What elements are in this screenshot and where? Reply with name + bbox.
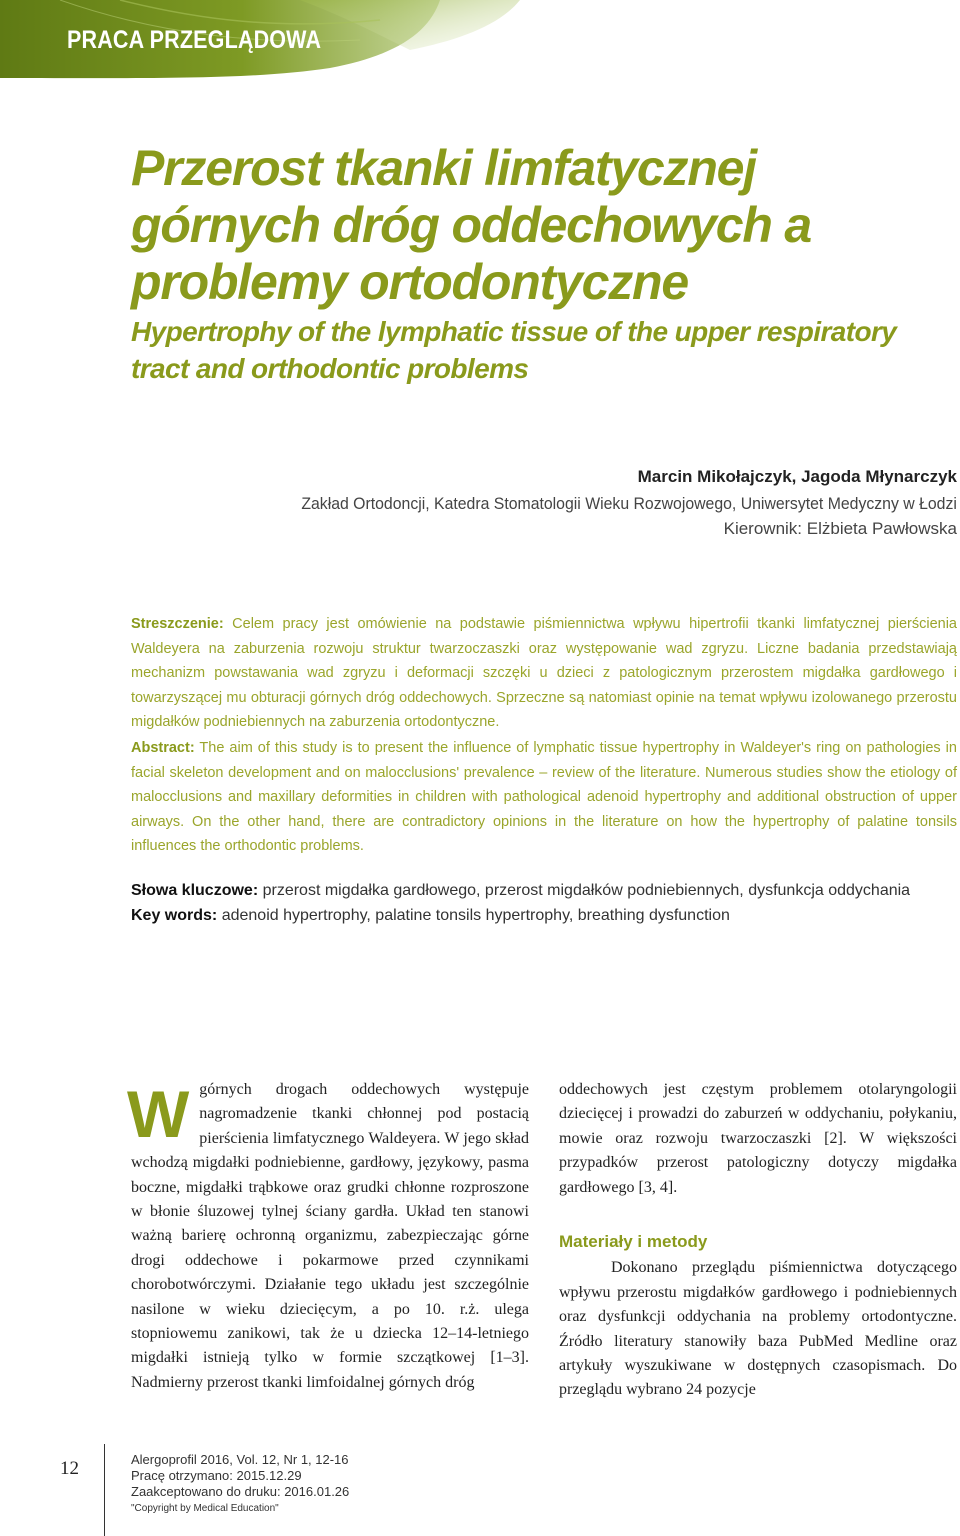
body-column-right <box>559 1078 957 1403</box>
authors: Marcin Mikołajczyk, Jagoda Młynarczyk <box>637 467 957 486</box>
keywords-pl <box>131 882 960 900</box>
intro-paragraph-continued: oddechowych jest częstym problemem otolaryngologii dziecięcej i prowadzi do zaburzeń w oddychaniu, połykaniu, mowie oraz rozwoju twarzoczaszki [2]. W większości przypadków przerost patologiczny dotyczy migdałka gardłowego [3, 4]. <box>559 1081 957 1196</box>
affiliation: Zakład Ortodoncji, Katedra Stomatologii Wieku Rozwojowego, Uniwersytet Medyczny w Łodzi <box>301 494 957 513</box>
abstract-en <box>131 736 957 859</box>
abstract-pl <box>131 612 957 735</box>
accepted-date: Zaakceptowano do druku: 2016.01.26 <box>131 1484 350 1500</box>
keywords-en-text: adenoid hypertrophy, palatine tonsils hypertrophy, breathing dysfunction <box>221 907 730 924</box>
footer-divider <box>104 1444 105 1536</box>
article-title-en: Hypertrophy of the lymphatic tissue of the upper respiratory tract and orthodontic problems <box>131 316 897 384</box>
page-number: 12 <box>60 1458 79 1479</box>
footer-info <box>131 1452 349 1517</box>
department-head: Kierownik: Elżbieta Pawłowska <box>723 519 957 538</box>
keywords-en <box>131 907 960 925</box>
abstract-pl-text: Celem pracy jest omówienie na podstawie piśmiennictwa wpływu hipertrofii tkanki limfatycznej pierścienia Waldeyera na zaburzenia rozwoju struktur twarzoczaszki oraz występowanie wad zgryzu. Liczne badania przedstawiają mechanizm powstawania wad zgryzu i deformacji szczęki u dzieci z patologicznym przerostem migdałka gardłowego i towarzyszącej mu obturacji górnych dróg oddechowych. Sprzeczne są natomiast opinie na temat wpływu izolowanego przerostu migdałków podniebiennych na zaburzenia ortodontyczne. <box>131 616 958 731</box>
journal-citation: Alergoprofil 2016, Vol. 12, Nr 1, 12-16 <box>131 1452 349 1467</box>
abstract-en-label: Abstract: <box>131 740 195 756</box>
keywords-pl-label: Słowa kluczowe: <box>131 882 259 899</box>
received-date: Pracę otrzymano: 2015.12.29 <box>131 1468 302 1484</box>
abstract-pl-label: Streszczenie: <box>131 616 224 632</box>
keywords-en-label: Key words: <box>131 907 218 924</box>
abstract-en-text: The aim of this study is to present the influence of lymphatic tissue hypertrophy in Waldeyer's ring on pathologies in facial skeleton development and on malocclusions' prevalence – review of the literature. Numerous studies show the etiology of malocclusions and maxillary deformities in children with pathological adenoid hypertrophy and additional obstruction of upper airways. On the other hand, there are contradictory opinions in the literature on how the hypertrophy of palatine tonsils influences the orthodontic problems. <box>131 740 957 855</box>
copyright-notice: "Copyright by Medical Education" <box>131 1502 279 1514</box>
article-title-pl: Przerost tkanki limfatycznej górnych dróg oddechowych a problemy ortodontyczne <box>131 140 811 310</box>
methods-paragraph: Dokonano przeglądu piśmiennictwa dotyczącego wpływu przerostu migdałków gardłowego i podniebiennych oraz dysfunkcji oddychania na problemy ortodontyczne. Źródło literatury stanowiły baza PubMed Medline oraz artykuły wyszukiwane w dostępnych czasopismach. Do przeglądu wybrano 24 pozycje <box>559 1259 957 1399</box>
section-label: PRACA PRZEGLĄDOWA <box>67 26 322 54</box>
keywords-pl-text: przerost migdałka gardłowego, przerost migdałków podniebiennych, dysfunkcja oddychania <box>262 882 911 899</box>
methods-heading: Materiały i metody <box>559 1232 708 1252</box>
drop-cap: W <box>127 1077 190 1151</box>
body-column-left <box>127 1077 529 1395</box>
header-banner <box>0 0 960 90</box>
intro-paragraph: górnych drogach oddechowych występuje nagromadzenie tkanki chłonnej pod postacią pierścienia limfatycznego Waldeyera. W jego skład wchodzą migdałki podniebienne, gardłowy, językowy, pasma boczne, migdałki trąbkowe oraz grudki chłonne rozproszone w błonie śluzowej tylnej ściany gardła. Układ ten stanowi ważną barierę ochronną organizmu, zabezpieczając górne drogi oddechowe i pokarmowe przed czynnikami chorobotwórczymi. Działanie tego układu jest szczególnie nasilone w wieku dziecięcym, a po 10. r.ż. ulega stopniowemu zanikowi, tak że u dziecka 12–14-letniego migdałki istnieją tylko w formie szczątkowej [1–3]. Nadmierny przerost tkanki limfoidalnej górnych dróg <box>131 1081 529 1391</box>
